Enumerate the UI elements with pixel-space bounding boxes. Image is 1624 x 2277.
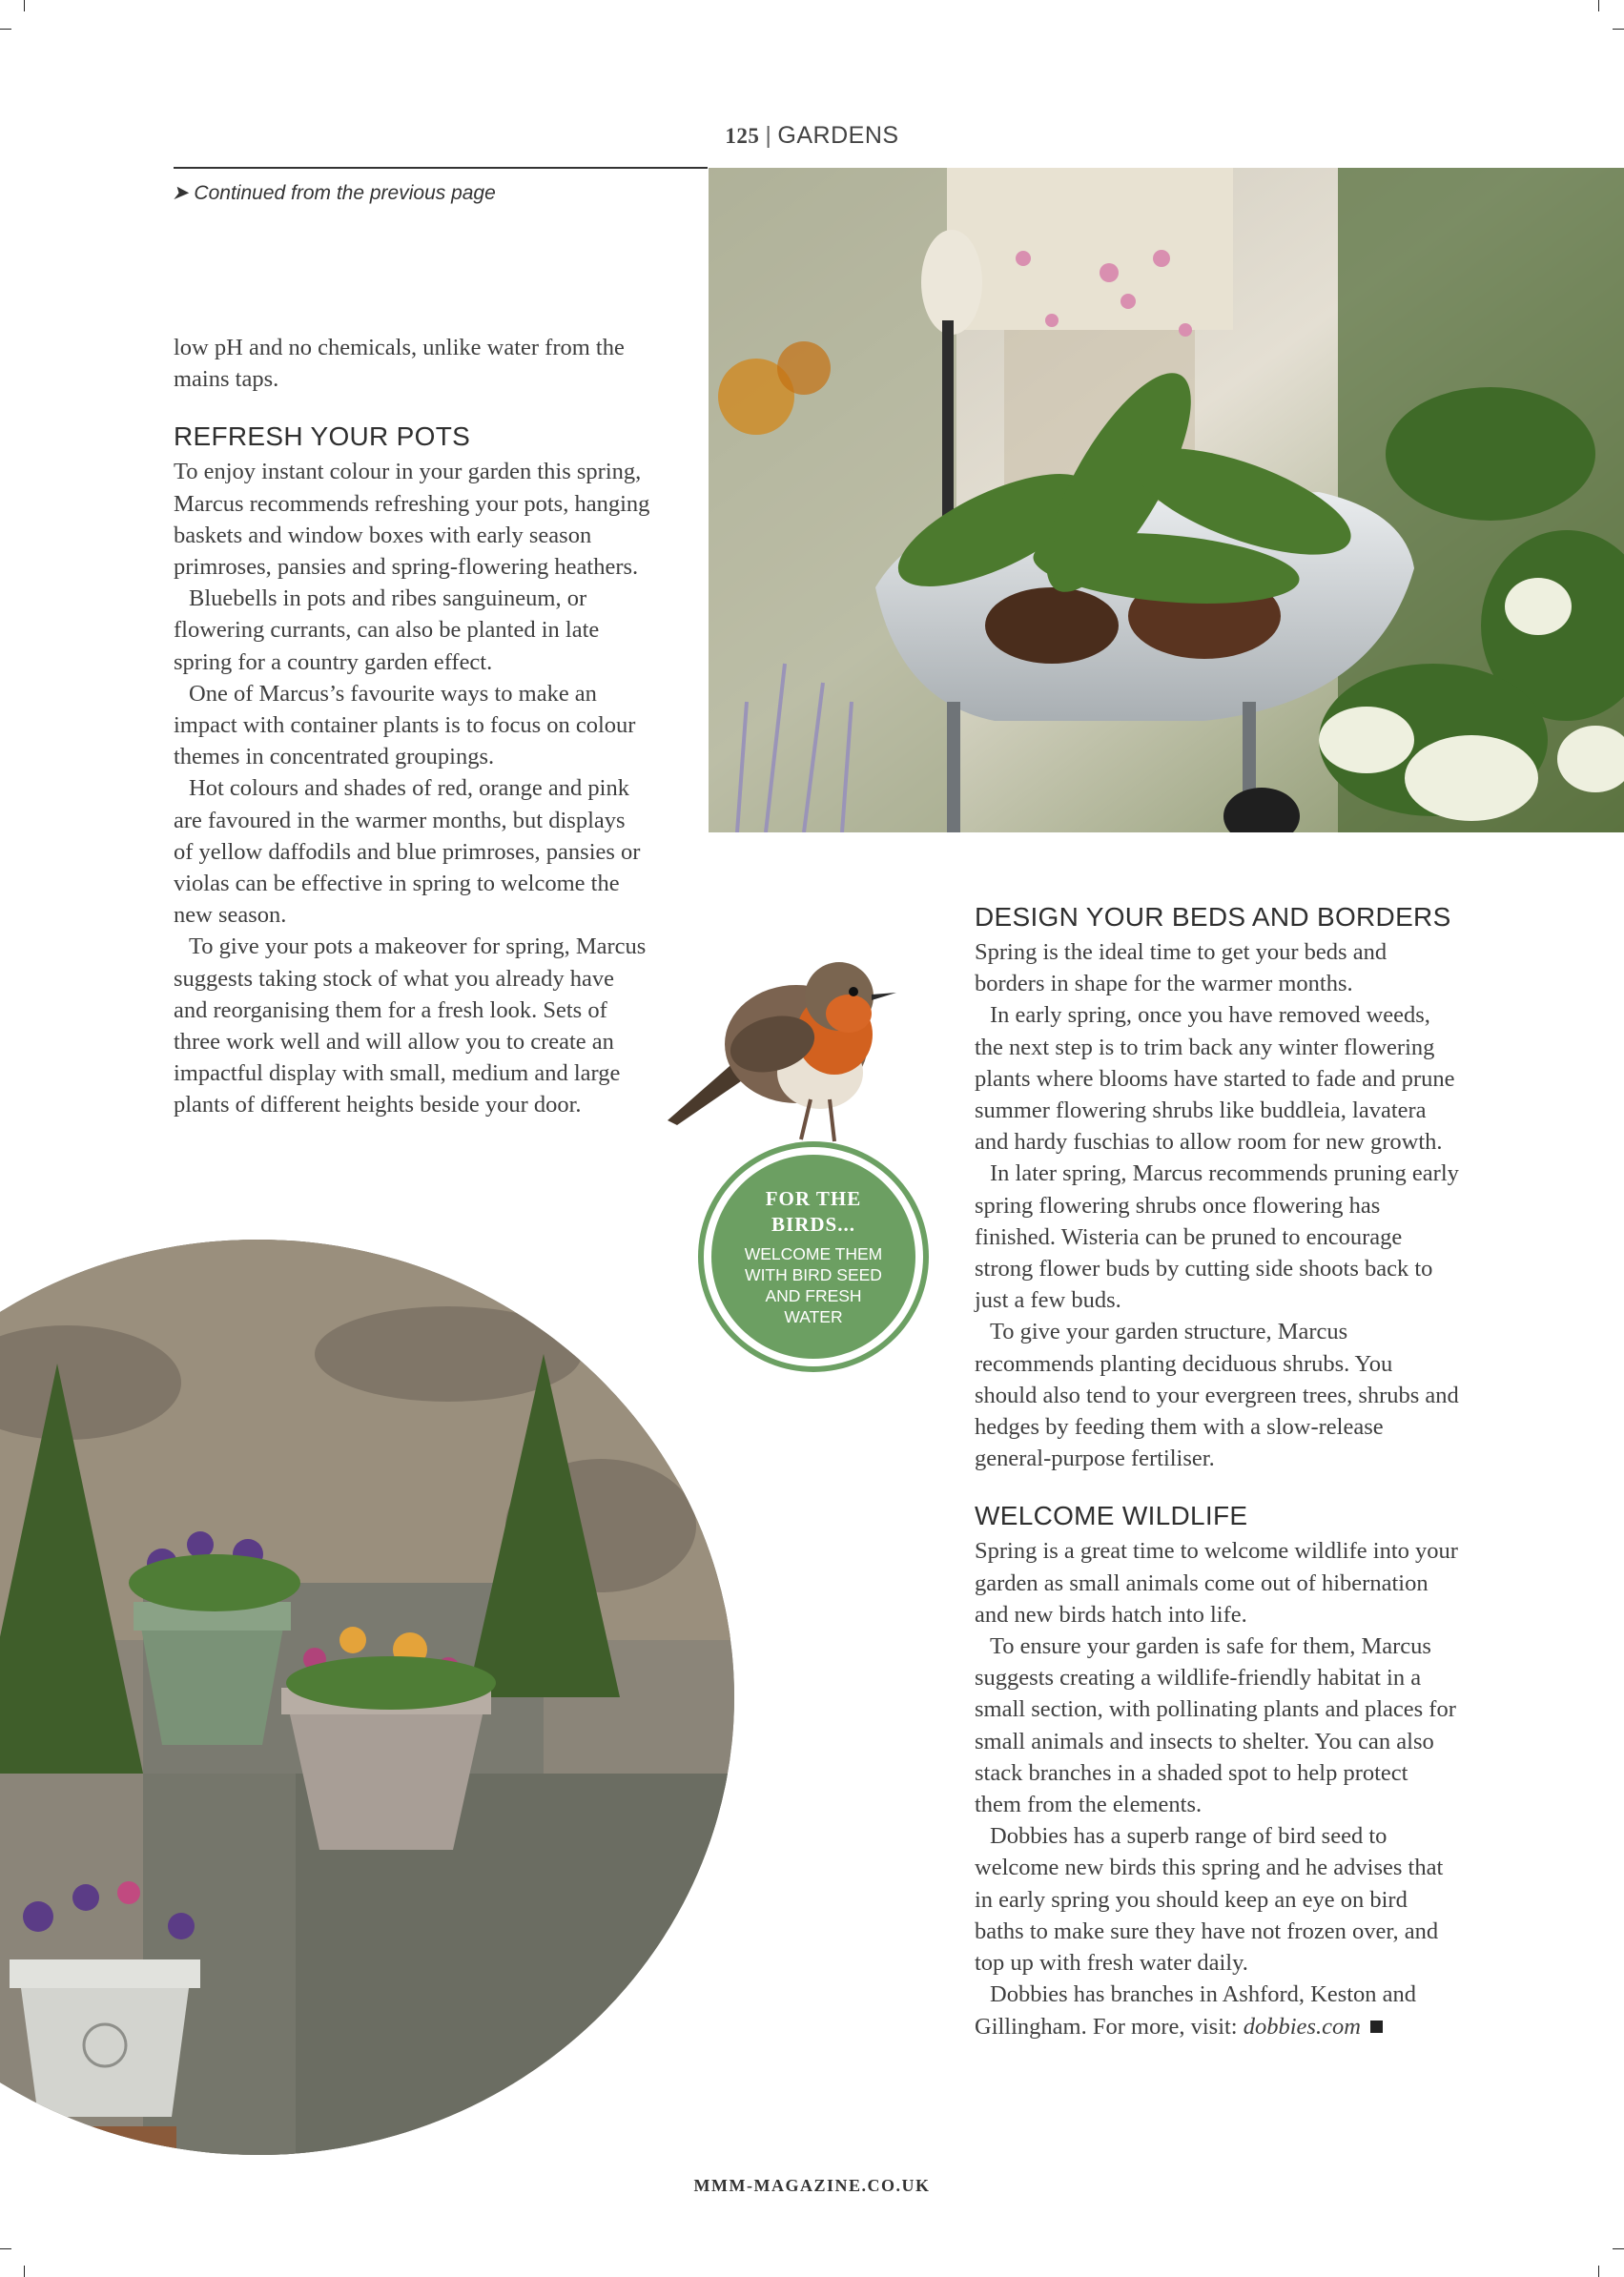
crop-mark xyxy=(1598,2266,1599,2277)
header-rule xyxy=(174,167,708,169)
paragraph: Dobbies has a superb range of bird seed to welcome new birds this spring and he advises that in early spring you should keep an eye on bird baths to make sure they have not frozen over, and top up with fresh water daily. xyxy=(975,1823,1444,1977)
crop-mark xyxy=(1613,29,1624,30)
page-number: 125 xyxy=(725,124,760,148)
crop-mark xyxy=(1598,0,1599,11)
birds-badge xyxy=(698,1141,929,1372)
badge-text: WELCOME THEM WITH BIRD SEED AND FRESH WATER xyxy=(744,1244,883,1326)
crop-mark xyxy=(1613,2248,1624,2249)
bird-illustration-icon xyxy=(658,930,906,1159)
footer-url: MMM-MAGAZINE.CO.UK xyxy=(693,2176,931,2195)
crop-mark xyxy=(0,2248,11,2249)
heading-refresh-pots: REFRESH YOUR POTS xyxy=(174,421,471,452)
robin-art xyxy=(658,930,906,1159)
wheelbarrow-photo-art xyxy=(709,168,1624,832)
crop-mark xyxy=(24,2266,25,2277)
page-header xyxy=(0,122,1624,150)
heading-beds-borders: DESIGN YOUR BEDS AND BORDERS xyxy=(975,902,1451,932)
left-column xyxy=(174,332,650,1121)
flower-pots-photo xyxy=(0,1240,734,2155)
paragraph: Hot colours and shades of red, orange and pink are favoured in the warmer months, but displays of yellow daffodils and blue primroses, pansies or violas can be effective in spring to welcome the new season. xyxy=(174,775,641,929)
website-link[interactable]: dobbies.com xyxy=(1243,2013,1361,2040)
intro-paragraph: low pH and no chemicals, unlike water from the mains taps. xyxy=(174,335,625,393)
paragraph: One of Marcus’s favourite ways to make an impact with container plants is to focus on colour themes in concentrated groupings. xyxy=(174,680,636,770)
paragraph: To ensure your garden is safe for them, Marcus suggests creating a wildlife-friendly habitat in a small section, with pollinating plants and places for small animals and insects to shelter. You can also stack branches in a shaded spot to help protect them from the elements. xyxy=(975,1633,1456,1818)
paragraph: Spring is a great time to welcome wildlife into your garden as small animals come out of hibernation and new birds hatch into life. xyxy=(975,1538,1458,1628)
paragraph: To enjoy instant colour in your garden this spring, Marcus recommends refreshing your pots, hanging baskets and window boxes with early season primroses, pansies and spring-flowering heathers. xyxy=(174,459,650,581)
continued-note: ➤ Continued from the previous page xyxy=(172,182,496,204)
section-title: GARDENS xyxy=(777,122,899,149)
paragraph: To give your garden structure, Marcus recommends planting deciduous shrubs. You should also tend to your evergreen trees, shrubs and hedges by feeding them with a slow-release general-purpose fertiliser. xyxy=(975,1319,1459,1472)
right-column xyxy=(975,900,1459,2042)
paragraph: Bluebells in pots and ribes sanguineum, or flowering currants, can also be planted in late spring for a country garden effect. xyxy=(174,585,600,675)
paragraph: In early spring, once you have removed weeds, the next step is to trim back any winter flowering plants where blooms have started to fade and prune summer flowering shrubs like buddleia, lavatera and hardy fuschias to allow room for new growth. xyxy=(975,1002,1455,1156)
header-separator: | xyxy=(765,122,772,149)
wheelbarrow-photo xyxy=(709,168,1624,832)
closing-text: Dobbies has branches in Ashford, Keston and Gillingham. For more, visit: xyxy=(975,1981,1417,2040)
flower-pots-photo-art xyxy=(0,1240,734,2155)
spacer xyxy=(174,395,650,420)
birds-badge-inner xyxy=(711,1155,915,1359)
paragraph: In later spring, Marcus recommends pruning early spring flowering shrubs once flowering has finished. Wisteria can be pruned to encourage strong flower buds by cutting side shoots back to just a few buds. xyxy=(975,1160,1459,1314)
spacer xyxy=(975,1474,1459,1499)
heading-welcome-wildlife: WELCOME WILDLIFE xyxy=(975,1501,1248,1531)
badge-title: FOR THE BIRDS... xyxy=(765,1187,862,1236)
crop-mark xyxy=(24,0,25,11)
end-mark-square-icon xyxy=(1370,2021,1383,2033)
paragraph: Spring is the ideal time to get your beds and borders in shape for the warmer months. xyxy=(975,939,1388,997)
paragraph: To give your pots a makeover for spring, Marcus suggests taking stock of what you already have and reorganising them for a fresh look. Sets of three work well and will allow you to create an impactful display with small, medium and large plants of different heights beside your door. xyxy=(174,933,647,1118)
closing-paragraph xyxy=(975,1979,1459,2041)
crop-mark xyxy=(0,29,11,30)
